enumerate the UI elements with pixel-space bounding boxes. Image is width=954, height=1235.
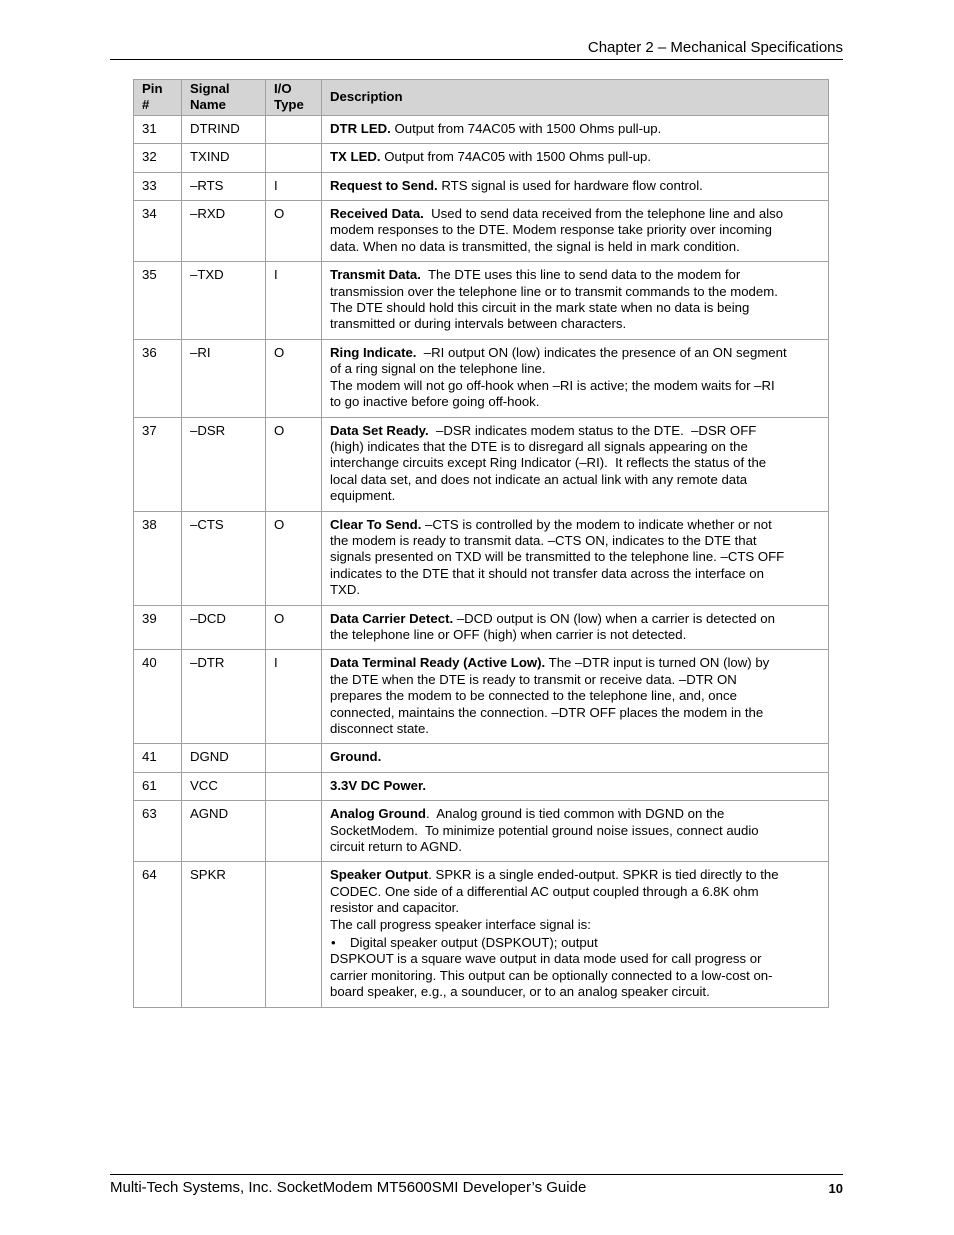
description-title: Request to Send. — [330, 177, 438, 193]
description-cell — [322, 115, 829, 143]
description-text: The DTE uses this line to send data to the modem for — [420, 267, 741, 283]
signal-name-cell: –CTS — [182, 511, 266, 605]
description-text: The –DTR input is turned ON (low) by — [545, 655, 770, 671]
io-type-cell — [266, 801, 322, 862]
pin-number-cell: 32 — [134, 144, 182, 172]
table-header-row — [134, 80, 829, 116]
description-text: equipment. — [330, 488, 396, 504]
table-row — [134, 650, 829, 744]
pin-number-cell: 38 — [134, 511, 182, 605]
description-title: Speaker Output — [330, 867, 429, 883]
pin-number-cell: 37 — [134, 417, 182, 511]
description-title: DTR LED. — [330, 120, 391, 136]
description-cell — [322, 862, 829, 1007]
description-text: the modem is ready to transmit data. –CTS ON, indicates to the DTE that — [330, 532, 757, 548]
description-cell — [322, 172, 829, 200]
pin-number-cell: 63 — [134, 801, 182, 862]
description-text: the DTE when the DTE is ready to transmit or receive data. –DTR ON — [330, 671, 737, 687]
table-row — [134, 144, 829, 172]
table-row — [134, 262, 829, 340]
signal-name-cell: VCC — [182, 772, 266, 800]
description-text: . SPKR is a single ended-output. SPKR is tied directly to the — [428, 867, 779, 883]
description-text: DSPKOUT is a square wave output in data mode used for call progress or — [330, 951, 762, 967]
description-text: The DTE should hold this circuit in the mark state when no data is being — [330, 300, 750, 316]
table-row — [134, 201, 829, 262]
table-row — [134, 115, 829, 143]
description-text: –DCD output is ON (low) when a carrier is detected on — [453, 610, 775, 626]
io-type-cell: O — [266, 605, 322, 650]
io-type-cell: O — [266, 511, 322, 605]
description-text: –CTS is controlled by the modem to indicate whether or not — [421, 516, 772, 532]
description-text: . Analog ground is tied common with DGND on the — [425, 806, 725, 822]
bullet-icon: • — [331, 935, 336, 951]
description-cell — [322, 650, 829, 744]
table-row — [134, 772, 829, 800]
signal-name-cell: AGND — [182, 801, 266, 862]
column-header-pin: Pin # — [134, 80, 182, 116]
pin-number-cell: 64 — [134, 862, 182, 1007]
description-title: Data Set Ready. — [330, 422, 429, 438]
description-text: board speaker, e.g., a sounducer, or to an analog speaker circuit. — [330, 984, 710, 1000]
description-text: TXD. — [330, 582, 361, 598]
description-text: interchange circuits except Ring Indicator (–RI). It reflects the status of the — [330, 455, 767, 471]
description-title: Transmit Data. — [330, 267, 421, 283]
description-continuation — [330, 951, 820, 1000]
description-text: The modem will not go off-hook when –RI is active; the modem waits for –RI — [330, 377, 775, 393]
signal-name-cell: –RXD — [182, 201, 266, 262]
table-row — [134, 862, 829, 1007]
description-title: Analog Ground — [330, 806, 426, 822]
description-text: SocketModem. To minimize potential ground noise issues, connect audio — [330, 822, 759, 838]
signal-name-cell: –RI — [182, 339, 266, 417]
pin-number-cell: 39 — [134, 605, 182, 650]
description-title: Data Carrier Detect. — [330, 610, 454, 626]
io-type-cell: I — [266, 262, 322, 340]
page-header — [110, 38, 843, 60]
description-cell — [322, 201, 829, 262]
signal-name-cell: –DTR — [182, 650, 266, 744]
signal-name-cell: –DCD — [182, 605, 266, 650]
io-type-cell: O — [266, 417, 322, 511]
description-cell — [322, 605, 829, 650]
description-cell — [322, 262, 829, 340]
column-header-description: Description — [322, 80, 829, 116]
pin-number-cell: 36 — [134, 339, 182, 417]
description-text: Output from 74AC05 with 1500 Ohms pull-up. — [380, 149, 652, 165]
pin-number-cell: 34 — [134, 201, 182, 262]
description-title: 3.3V DC Power. — [330, 777, 427, 793]
description-title: Received Data. — [330, 206, 424, 222]
description-cell — [322, 417, 829, 511]
description-title: Ring Indicate. — [330, 344, 417, 360]
description-text: indicates to the DTE that it should not transfer data across the interface on — [330, 565, 764, 581]
signal-name-cell: SPKR — [182, 862, 266, 1007]
description-text: The call progress speaker interface signal is: — [330, 916, 591, 932]
description-cell — [322, 511, 829, 605]
io-type-cell: O — [266, 339, 322, 417]
signal-name-cell: –TXD — [182, 262, 266, 340]
table-row — [134, 417, 829, 511]
io-type-cell: I — [266, 650, 322, 744]
pin-number-cell: 33 — [134, 172, 182, 200]
description-text: –RI output ON (low) indicates the presence of an ON segment — [416, 344, 787, 360]
description-text: –DSR indicates modem status to the DTE. –DSR OFF — [428, 422, 757, 438]
description-text: transmission over the telephone line or to transmit commands to the modem. — [330, 283, 778, 299]
signal-name-cell: TXIND — [182, 144, 266, 172]
pin-number-cell: 61 — [134, 772, 182, 800]
table-row — [134, 172, 829, 200]
column-header-signal: Signal Name — [182, 80, 266, 116]
bullet-item — [330, 935, 820, 951]
page-footer — [110, 1174, 843, 1196]
description-text: CODEC. One side of a differential AC output coupled through a 6.8K ohm — [330, 883, 759, 899]
description-text: Used to send data received from the telephone line and also — [423, 206, 784, 222]
footer-document-title: Multi-Tech Systems, Inc. SocketModem MT5600SMI Developer’s Guide — [110, 1179, 587, 1196]
pin-number-cell: 31 — [134, 115, 182, 143]
page-number: 10 — [828, 1181, 843, 1196]
description-title: TX LED. — [330, 149, 381, 165]
description-cell — [322, 772, 829, 800]
description-text: modem responses to the DTE. Modem response take priority over incoming — [330, 222, 772, 238]
description-text: the telephone line or OFF (high) when carrier is not detected. — [330, 626, 687, 642]
io-type-cell — [266, 144, 322, 172]
table-row — [134, 744, 829, 772]
description-text: prepares the modem to be connected to the telephone line, and, once — [330, 688, 737, 704]
description-text: to go inactive before going off-hook. — [330, 394, 540, 410]
description-text: disconnect state. — [330, 721, 429, 736]
description-title: Ground. — [330, 749, 382, 765]
table-row — [134, 511, 829, 605]
signal-name-cell: –DSR — [182, 417, 266, 511]
description-text: of a ring signal on the telephone line. — [330, 361, 546, 377]
description-text: local data set, and does not indicate an actual link with any remote data — [330, 471, 748, 487]
description-text: resistor and capacitor. — [330, 900, 460, 916]
signal-name-cell: –RTS — [182, 172, 266, 200]
io-type-cell — [266, 862, 322, 1007]
signal-name-cell: DGND — [182, 744, 266, 772]
io-type-cell — [266, 772, 322, 800]
chapter-title: Chapter 2 – Mechanical Specifications — [587, 39, 843, 56]
description-text: circuit return to AGND. — [330, 839, 462, 855]
description-cell — [322, 744, 829, 772]
description-text: data. When no data is transmitted, the signal is held in mark condition. — [330, 238, 740, 254]
description-title: Clear To Send. — [330, 516, 422, 532]
description-cell — [322, 339, 829, 417]
io-type-cell: I — [266, 172, 322, 200]
table-row — [134, 605, 829, 650]
description-text: connected, maintains the connection. –DTR OFF places the modem in the — [330, 704, 764, 720]
description-text: transmitted or during intervals between characters. — [330, 316, 627, 332]
signal-name-cell: DTRIND — [182, 115, 266, 143]
io-type-cell: O — [266, 201, 322, 262]
description-text: Output from 74AC05 with 1500 Ohms pull-up. — [390, 120, 662, 136]
pin-number-cell: 40 — [134, 650, 182, 744]
table-row — [134, 339, 829, 417]
pin-number-cell: 41 — [134, 744, 182, 772]
description-cell — [322, 801, 829, 862]
description-title: Data Terminal Ready (Active Low). — [330, 655, 546, 671]
table-row — [134, 801, 829, 862]
description-text: carrier monitoring. This output can be optionally connected to a low-cost on- — [330, 967, 773, 983]
description-text: (high) indicates that the DTE is to disregard all signals appearing on the — [330, 438, 748, 454]
bullet-text: Digital speaker output (DSPKOUT); output — [350, 935, 598, 951]
pin-description-table — [133, 79, 829, 1008]
description-text: RTS signal is used for hardware flow control. — [437, 177, 703, 193]
description-cell — [322, 144, 829, 172]
description-text: signals presented on TXD will be transmitted to the telephone line. –CTS OFF — [330, 549, 785, 565]
io-type-cell — [266, 744, 322, 772]
column-header-io-type: I/O Type — [266, 80, 322, 116]
io-type-cell — [266, 115, 322, 143]
pin-number-cell: 35 — [134, 262, 182, 340]
